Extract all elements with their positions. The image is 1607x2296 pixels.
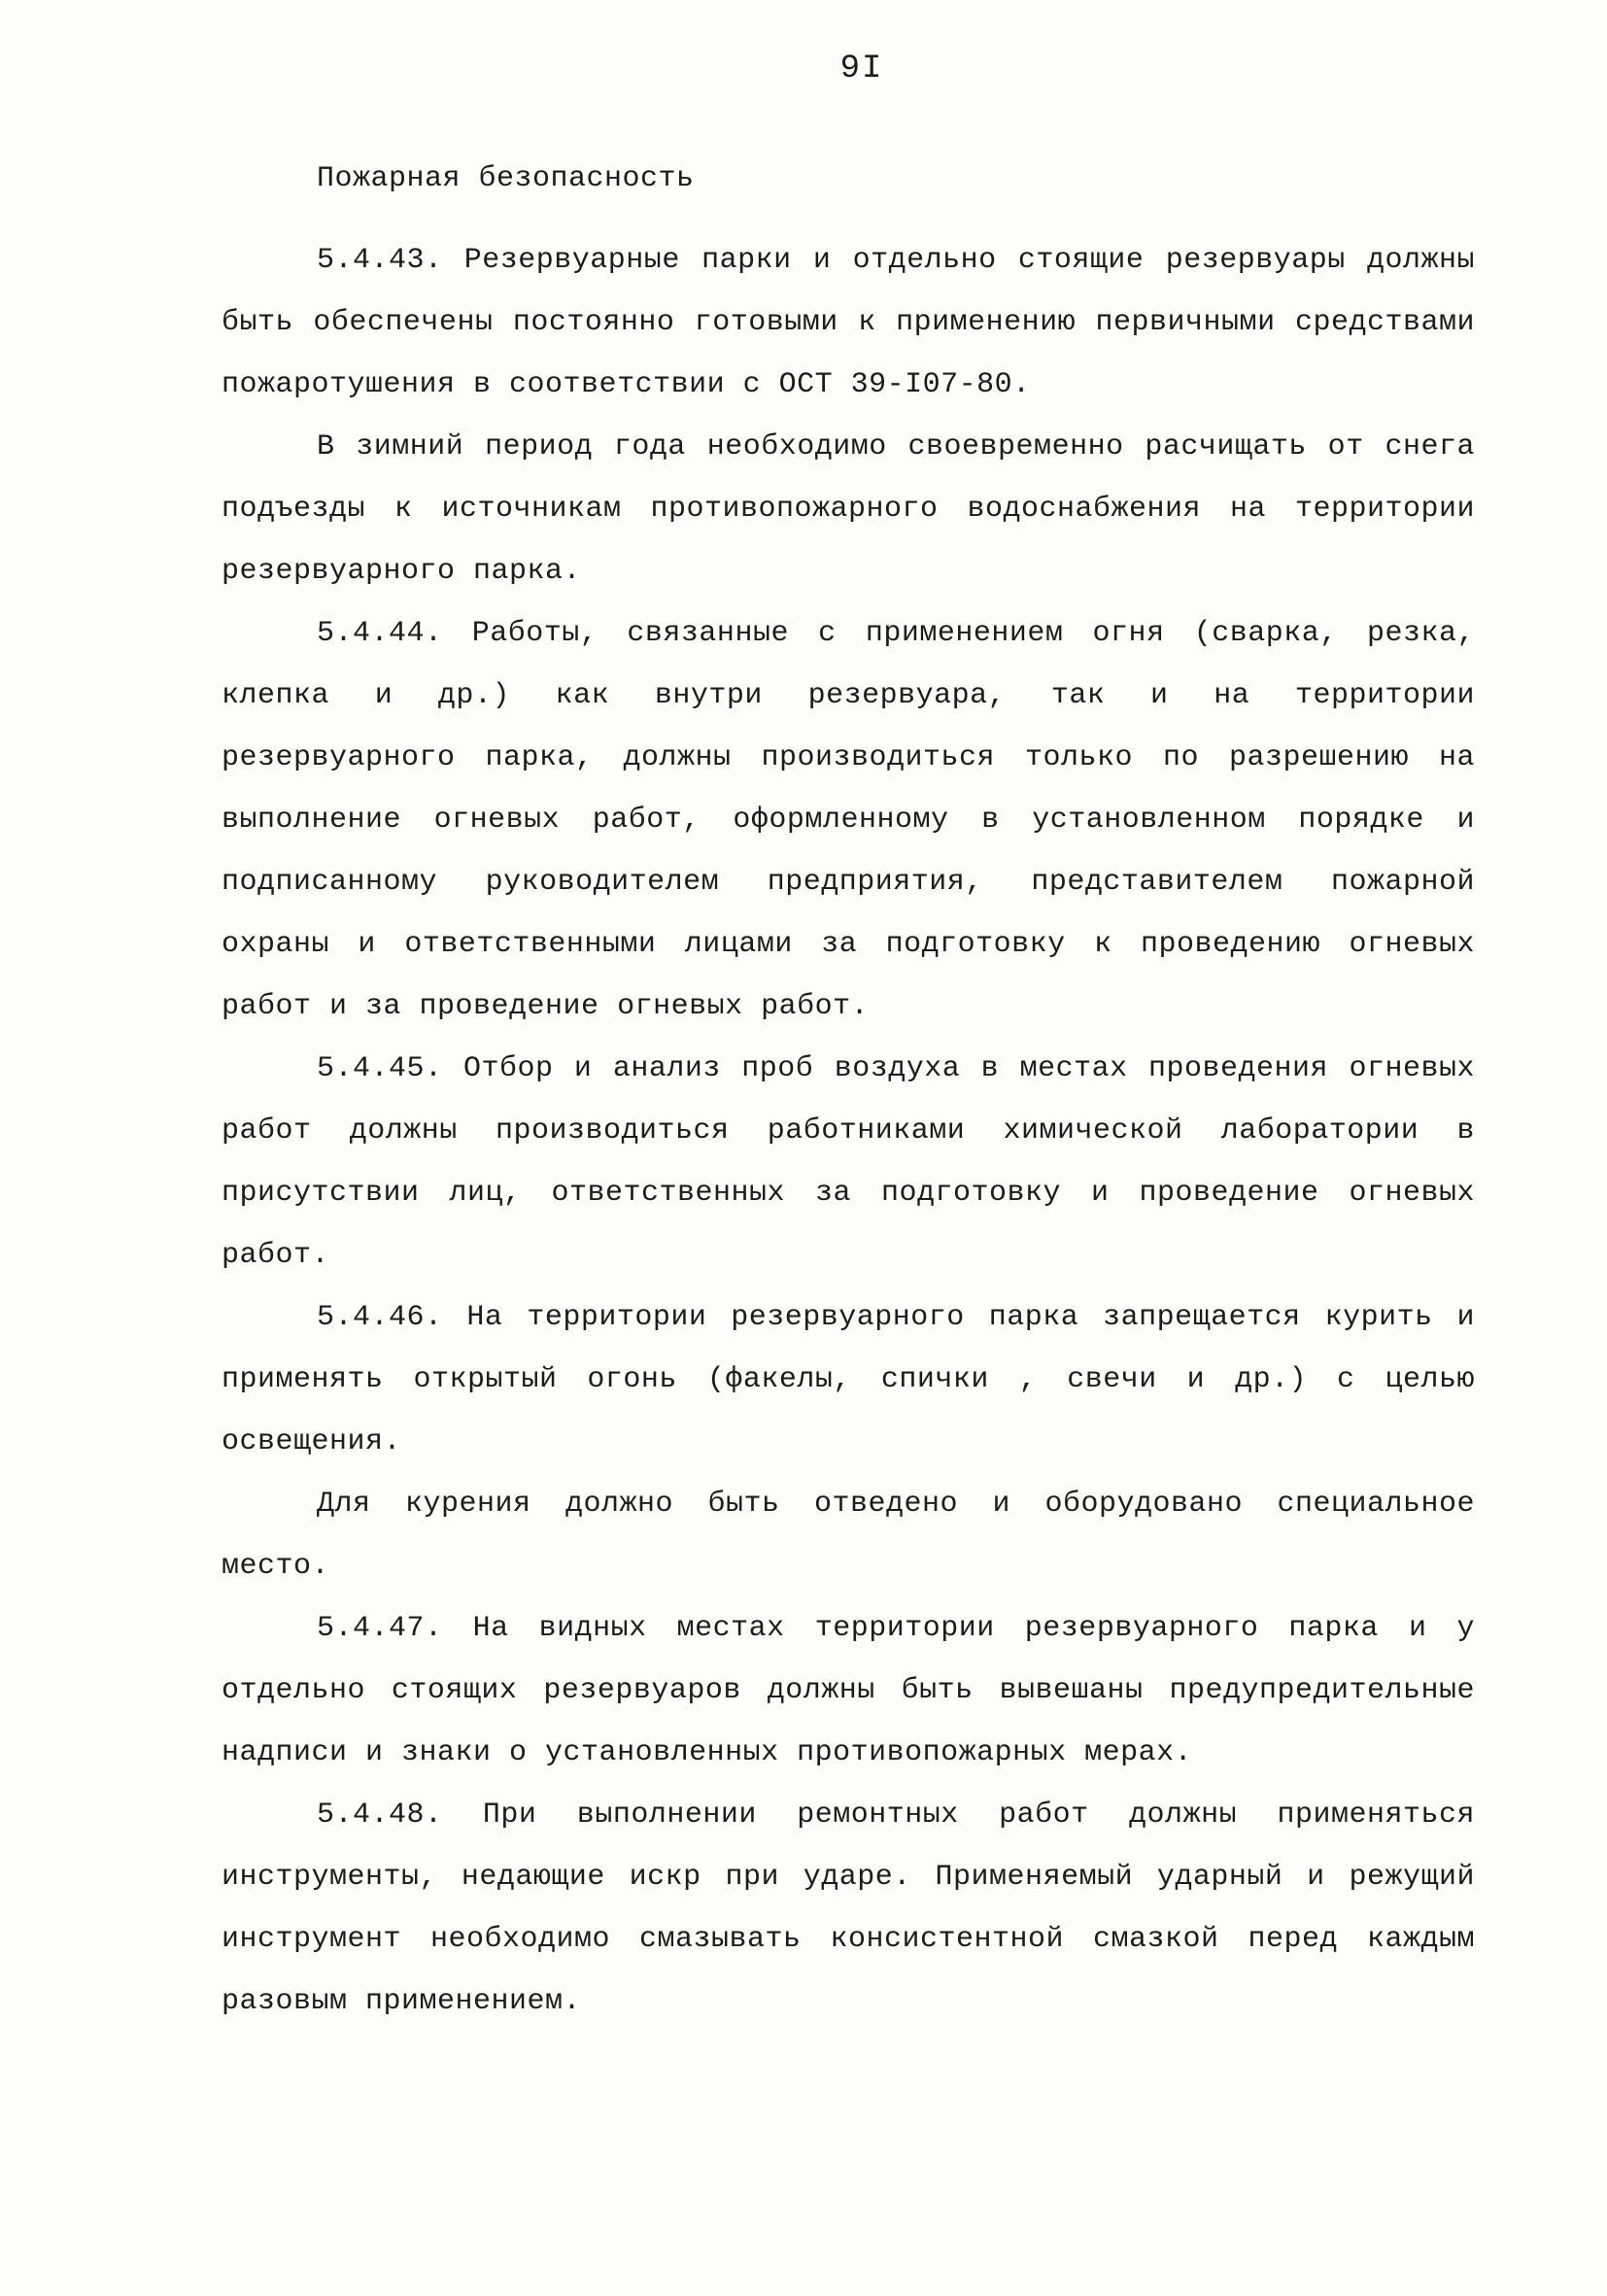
document-body [222,148,1475,2033]
section-title: Пожарная безопасность [317,162,695,195]
paragraph-5-4-46: 5.4.46. На территории резервуарного парка запрещается курить и применять открытый огонь (факелы, спички , свечи и др.) с целью освещения. [222,1301,1475,1458]
page-number: 9I [839,51,884,87]
paragraph-5-4-48: 5.4.48. При выполнении ремонтных работ должны применяться инструменты, недающие искр при ударе. Применяемый ударный и режущий инструмент необходимо смазывать консистентной смазкой перед каждым разовым применением. [222,1799,1475,2018]
paragraph-smoking-place: Для курения должно быть отведено и оборудовано специальное место. [222,1488,1475,1583]
paragraph-winter-clearing: В зимний период года необходимо своевременно расчищать от снега подъезды к источникам противопожарного водоснабжения на территории резервуарного парка. [222,430,1475,588]
paragraph-5-4-47: 5.4.47. На видных местах территории резервуарного парка и у отдельно стоящих резервуаров должны быть вывешаны предупредительные надписи и знаки о установленных противопожарных мерах. [222,1612,1475,1769]
paragraph-5-4-44: 5.4.44. Работы, связанные с применением огня (сварка, резка, клепка и др.) как внутри резервуара, так и на территории резервуарного парка, должны производиться только по разрешению на выполнение огневых работ, оформленному в установленном порядке и подписанному руководителем предприятия, представителем пожарной охраны и ответственными лицами за подготовку к проведению огневых работ и за проведение огневых работ. [222,617,1475,1023]
paragraph-5-4-45: 5.4.45. Отбор и анализ проб воздуха в местах проведения огневых работ должны производиться работниками химической лаборатории в присутствии лиц, ответственных за подготовку и проведение огневых работ. [222,1052,1475,1272]
paragraph-5-4-43: 5.4.43. Резервуарные парки и отдельно стоящие резервуары должны быть обеспечены постоянно готовыми к применению первичными средствами пожаротушения в соответствии с ОСТ 39-I07-80. [222,244,1475,401]
